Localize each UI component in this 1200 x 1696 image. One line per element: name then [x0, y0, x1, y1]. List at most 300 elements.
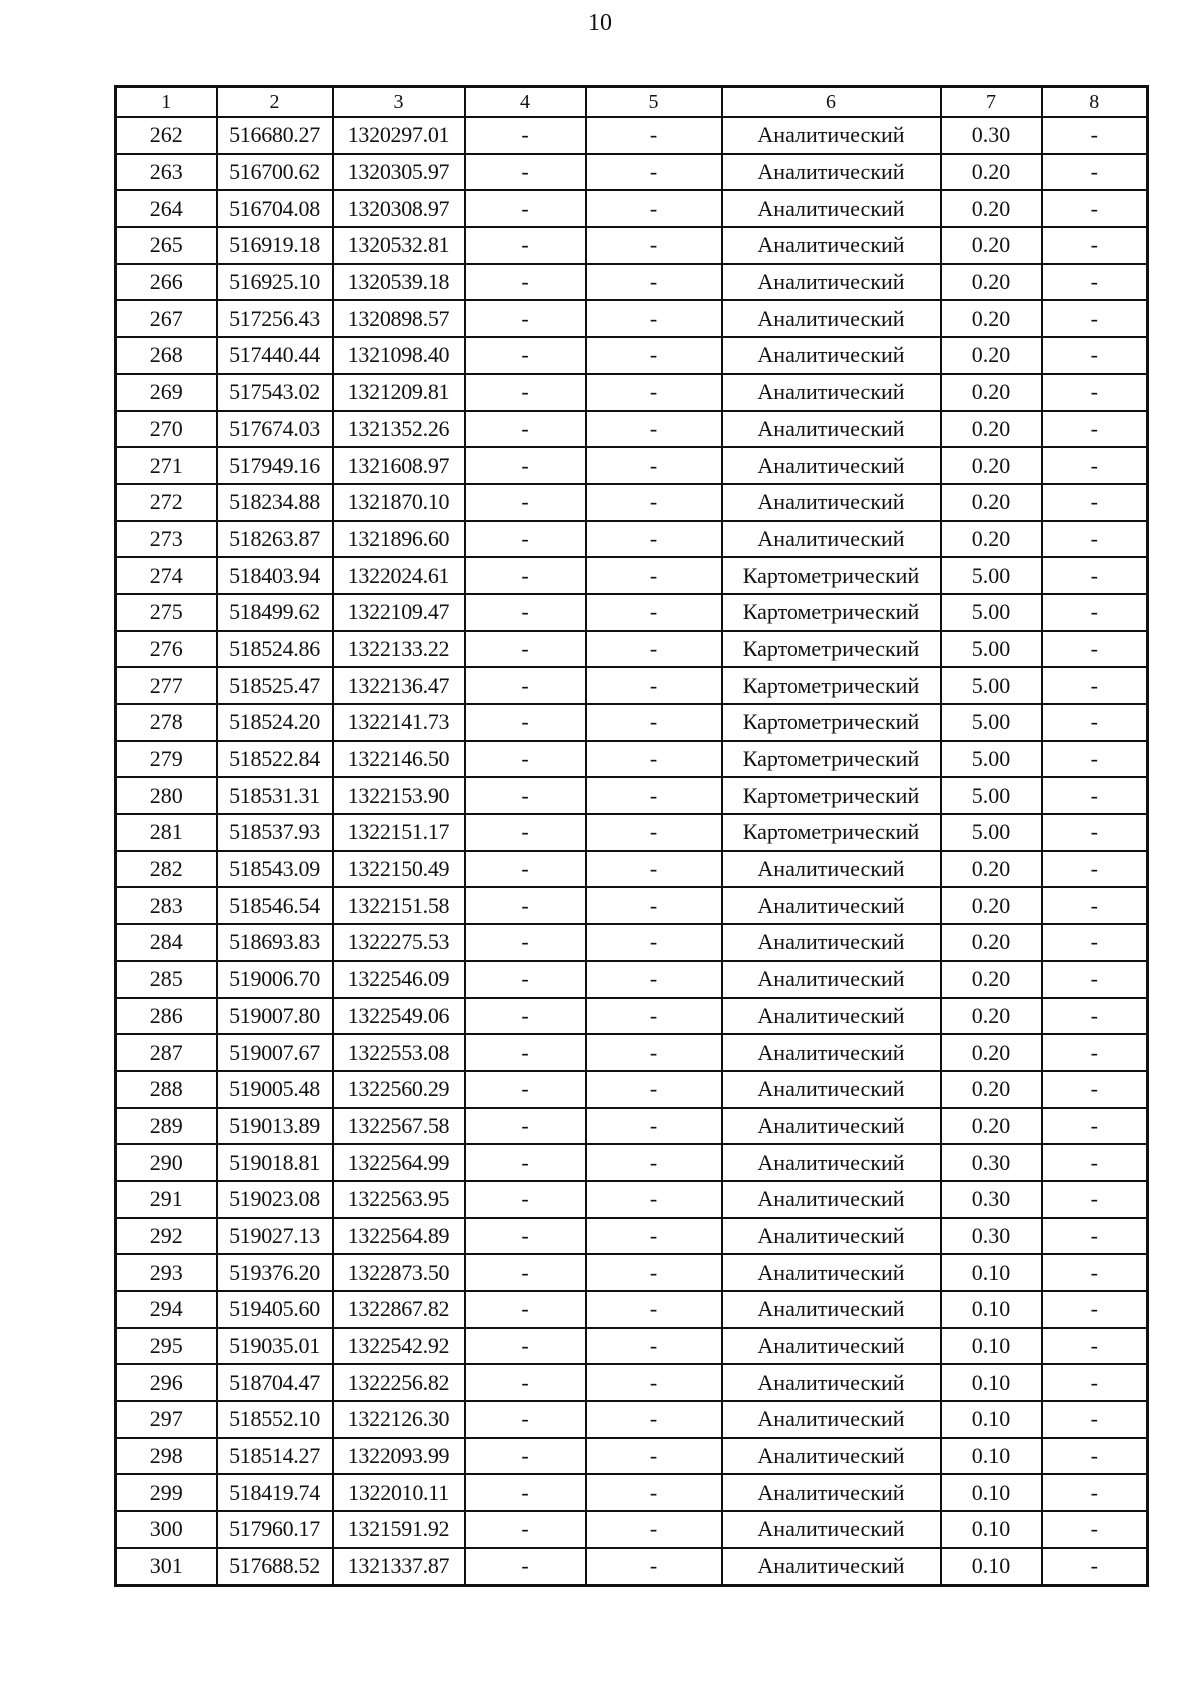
column-4-cell: -	[465, 1071, 586, 1108]
column-4-cell: -	[465, 777, 586, 814]
table-row	[116, 154, 1148, 191]
column-8-cell: -	[1042, 300, 1148, 337]
column-4-cell: -	[465, 1218, 586, 1255]
y-coordinate-cell: 1322141.73	[333, 704, 465, 741]
method-cell: Аналитический	[722, 154, 941, 191]
column-4-cell: -	[465, 887, 586, 924]
accuracy-cell: 5.00	[941, 557, 1042, 594]
y-coordinate-cell: 1322150.49	[333, 851, 465, 888]
column-8-cell: -	[1042, 521, 1148, 558]
column-5-cell: -	[586, 777, 722, 814]
table-row	[116, 374, 1148, 411]
column-8-cell: -	[1042, 557, 1148, 594]
y-coordinate-cell: 1322024.61	[333, 557, 465, 594]
table-row	[116, 1328, 1148, 1365]
y-coordinate-cell: 1320532.81	[333, 227, 465, 264]
method-cell: Аналитический	[722, 1071, 941, 1108]
point-number-cell: 294	[116, 1291, 217, 1328]
x-coordinate-cell: 516700.62	[217, 154, 333, 191]
column-header: 5	[586, 87, 722, 118]
x-coordinate-cell: 518499.62	[217, 594, 333, 631]
accuracy-cell: 0.20	[941, 1108, 1042, 1145]
column-4-cell: -	[465, 447, 586, 484]
column-5-cell: -	[586, 227, 722, 264]
method-cell: Аналитический	[722, 1181, 941, 1218]
accuracy-cell: 5.00	[941, 741, 1042, 778]
column-8-cell: -	[1042, 777, 1148, 814]
method-cell: Аналитический	[722, 887, 941, 924]
point-number-cell: 262	[116, 117, 217, 154]
accuracy-cell: 0.10	[941, 1511, 1042, 1548]
accuracy-cell: 0.20	[941, 154, 1042, 191]
column-8-cell: -	[1042, 1071, 1148, 1108]
point-number-cell: 270	[116, 411, 217, 448]
y-coordinate-cell: 1322560.29	[333, 1071, 465, 1108]
accuracy-cell: 0.10	[941, 1254, 1042, 1291]
column-4-cell: -	[465, 1548, 586, 1585]
column-8-cell: -	[1042, 411, 1148, 448]
point-number-cell: 264	[116, 190, 217, 227]
accuracy-cell: 0.10	[941, 1438, 1042, 1475]
x-coordinate-cell: 517543.02	[217, 374, 333, 411]
accuracy-cell: 5.00	[941, 631, 1042, 668]
x-coordinate-cell: 519023.08	[217, 1181, 333, 1218]
method-cell: Аналитический	[722, 374, 941, 411]
table-row	[116, 1401, 1148, 1438]
column-5-cell: -	[586, 154, 722, 191]
method-cell: Аналитический	[722, 851, 941, 888]
column-4-cell: -	[465, 1108, 586, 1145]
accuracy-cell: 0.20	[941, 1034, 1042, 1071]
column-8-cell: -	[1042, 924, 1148, 961]
y-coordinate-cell: 1322553.08	[333, 1034, 465, 1071]
y-coordinate-cell: 1320539.18	[333, 264, 465, 301]
accuracy-cell: 5.00	[941, 594, 1042, 631]
point-number-cell: 283	[116, 887, 217, 924]
point-number-cell: 286	[116, 998, 217, 1035]
accuracy-cell: 0.20	[941, 447, 1042, 484]
table-row	[116, 447, 1148, 484]
x-coordinate-cell: 516704.08	[217, 190, 333, 227]
point-number-cell: 287	[116, 1034, 217, 1071]
accuracy-cell: 0.10	[941, 1364, 1042, 1401]
accuracy-cell: 0.20	[941, 374, 1042, 411]
column-5-cell: -	[586, 1474, 722, 1511]
column-4-cell: -	[465, 300, 586, 337]
x-coordinate-cell: 517960.17	[217, 1511, 333, 1548]
table-row	[116, 887, 1148, 924]
column-5-cell: -	[586, 411, 722, 448]
y-coordinate-cell: 1322136.47	[333, 667, 465, 704]
y-coordinate-cell: 1322151.58	[333, 887, 465, 924]
method-cell: Аналитический	[722, 300, 941, 337]
table-row	[116, 521, 1148, 558]
table-row	[116, 1438, 1148, 1475]
point-number-cell: 281	[116, 814, 217, 851]
point-number-cell: 299	[116, 1474, 217, 1511]
column-4-cell: -	[465, 631, 586, 668]
table-row	[116, 814, 1148, 851]
point-number-cell: 293	[116, 1254, 217, 1291]
y-coordinate-cell: 1321098.40	[333, 337, 465, 374]
accuracy-cell: 0.20	[941, 1071, 1042, 1108]
y-coordinate-cell: 1321209.81	[333, 374, 465, 411]
column-8-cell: -	[1042, 1034, 1148, 1071]
point-number-cell: 274	[116, 557, 217, 594]
y-coordinate-cell: 1322151.17	[333, 814, 465, 851]
column-8-cell: -	[1042, 227, 1148, 264]
table-row	[116, 998, 1148, 1035]
accuracy-cell: 0.20	[941, 851, 1042, 888]
column-header: 4	[465, 87, 586, 118]
x-coordinate-cell: 519006.70	[217, 961, 333, 998]
accuracy-cell: 0.10	[941, 1548, 1042, 1585]
accuracy-cell: 0.20	[941, 924, 1042, 961]
x-coordinate-cell: 518537.93	[217, 814, 333, 851]
column-4-cell: -	[465, 1401, 586, 1438]
point-number-cell: 272	[116, 484, 217, 521]
column-8-cell: -	[1042, 1364, 1148, 1401]
table-row	[116, 924, 1148, 961]
column-8-cell: -	[1042, 814, 1148, 851]
column-5-cell: -	[586, 1328, 722, 1365]
y-coordinate-cell: 1322542.92	[333, 1328, 465, 1365]
column-5-cell: -	[586, 741, 722, 778]
y-coordinate-cell: 1322133.22	[333, 631, 465, 668]
table-body	[116, 117, 1148, 1585]
accuracy-cell: 5.00	[941, 667, 1042, 704]
column-8-cell: -	[1042, 1291, 1148, 1328]
column-4-cell: -	[465, 374, 586, 411]
x-coordinate-cell: 518524.20	[217, 704, 333, 741]
method-cell: Аналитический	[722, 1548, 941, 1585]
y-coordinate-cell: 1320297.01	[333, 117, 465, 154]
y-coordinate-cell: 1322275.53	[333, 924, 465, 961]
table-row	[116, 411, 1148, 448]
column-5-cell: -	[586, 924, 722, 961]
column-4-cell: -	[465, 264, 586, 301]
column-8-cell: -	[1042, 1401, 1148, 1438]
point-number-cell: 276	[116, 631, 217, 668]
column-8-cell: -	[1042, 741, 1148, 778]
accuracy-cell: 0.20	[941, 887, 1042, 924]
table-row	[116, 264, 1148, 301]
column-4-cell: -	[465, 924, 586, 961]
point-number-cell: 271	[116, 447, 217, 484]
x-coordinate-cell: 519005.48	[217, 1071, 333, 1108]
column-5-cell: -	[586, 704, 722, 741]
method-cell: Аналитический	[722, 1328, 941, 1365]
x-coordinate-cell: 518525.47	[217, 667, 333, 704]
accuracy-cell: 0.20	[941, 411, 1042, 448]
column-8-cell: -	[1042, 1328, 1148, 1365]
header-row	[116, 87, 1148, 118]
table-row	[116, 1254, 1148, 1291]
column-5-cell: -	[586, 337, 722, 374]
column-5-cell: -	[586, 1144, 722, 1181]
method-cell: Картометрический	[722, 704, 941, 741]
column-4-cell: -	[465, 594, 586, 631]
point-number-cell: 284	[116, 924, 217, 961]
table-row	[116, 1034, 1148, 1071]
column-4-cell: -	[465, 521, 586, 558]
column-5-cell: -	[586, 1548, 722, 1585]
accuracy-cell: 0.20	[941, 227, 1042, 264]
column-5-cell: -	[586, 447, 722, 484]
x-coordinate-cell: 518546.54	[217, 887, 333, 924]
table-row	[116, 1364, 1148, 1401]
column-header: 7	[941, 87, 1042, 118]
column-4-cell: -	[465, 484, 586, 521]
method-cell: Аналитический	[722, 117, 941, 154]
column-8-cell: -	[1042, 594, 1148, 631]
column-8-cell: -	[1042, 1108, 1148, 1145]
method-cell: Аналитический	[722, 447, 941, 484]
point-number-cell: 288	[116, 1071, 217, 1108]
y-coordinate-cell: 1321337.87	[333, 1548, 465, 1585]
column-8-cell: -	[1042, 887, 1148, 924]
point-number-cell: 279	[116, 741, 217, 778]
column-5-cell: -	[586, 887, 722, 924]
column-5-cell: -	[586, 1218, 722, 1255]
column-8-cell: -	[1042, 1548, 1148, 1585]
column-8-cell: -	[1042, 117, 1148, 154]
method-cell: Аналитический	[722, 1291, 941, 1328]
y-coordinate-cell: 1320898.57	[333, 300, 465, 337]
column-8-cell: -	[1042, 190, 1148, 227]
column-4-cell: -	[465, 851, 586, 888]
table-row	[116, 1291, 1148, 1328]
point-number-cell: 269	[116, 374, 217, 411]
column-5-cell: -	[586, 117, 722, 154]
column-5-cell: -	[586, 1438, 722, 1475]
y-coordinate-cell: 1322567.58	[333, 1108, 465, 1145]
accuracy-cell: 0.20	[941, 300, 1042, 337]
y-coordinate-cell: 1321896.60	[333, 521, 465, 558]
accuracy-cell: 0.20	[941, 961, 1042, 998]
column-8-cell: -	[1042, 851, 1148, 888]
column-4-cell: -	[465, 1144, 586, 1181]
point-number-cell: 297	[116, 1401, 217, 1438]
table-row	[116, 190, 1148, 227]
column-header: 3	[333, 87, 465, 118]
table-row	[116, 1218, 1148, 1255]
accuracy-cell: 5.00	[941, 777, 1042, 814]
column-5-cell: -	[586, 557, 722, 594]
accuracy-cell: 5.00	[941, 704, 1042, 741]
point-number-cell: 289	[116, 1108, 217, 1145]
x-coordinate-cell: 516925.10	[217, 264, 333, 301]
point-number-cell: 275	[116, 594, 217, 631]
x-coordinate-cell: 519013.89	[217, 1108, 333, 1145]
table-row	[116, 667, 1148, 704]
point-number-cell: 280	[116, 777, 217, 814]
coordinates-table	[114, 85, 1149, 1587]
method-cell: Картометрический	[722, 741, 941, 778]
point-number-cell: 266	[116, 264, 217, 301]
point-number-cell: 295	[116, 1328, 217, 1365]
column-4-cell: -	[465, 117, 586, 154]
point-number-cell: 300	[116, 1511, 217, 1548]
y-coordinate-cell: 1320308.97	[333, 190, 465, 227]
table-row	[116, 741, 1148, 778]
x-coordinate-cell: 516919.18	[217, 227, 333, 264]
table-row	[116, 484, 1148, 521]
table-row	[116, 851, 1148, 888]
column-5-cell: -	[586, 521, 722, 558]
column-5-cell: -	[586, 1034, 722, 1071]
table-row	[116, 337, 1148, 374]
column-5-cell: -	[586, 190, 722, 227]
accuracy-cell: 0.10	[941, 1474, 1042, 1511]
point-number-cell: 298	[116, 1438, 217, 1475]
method-cell: Аналитический	[722, 521, 941, 558]
x-coordinate-cell: 517440.44	[217, 337, 333, 374]
accuracy-cell: 0.20	[941, 190, 1042, 227]
accuracy-cell: 0.20	[941, 337, 1042, 374]
method-cell: Аналитический	[722, 1034, 941, 1071]
method-cell: Аналитический	[722, 411, 941, 448]
table-row	[116, 631, 1148, 668]
point-number-cell: 273	[116, 521, 217, 558]
y-coordinate-cell: 1322093.99	[333, 1438, 465, 1475]
method-cell: Аналитический	[722, 264, 941, 301]
method-cell: Аналитический	[722, 1511, 941, 1548]
column-5-cell: -	[586, 851, 722, 888]
accuracy-cell: 0.10	[941, 1291, 1042, 1328]
point-number-cell: 277	[116, 667, 217, 704]
point-number-cell: 278	[116, 704, 217, 741]
column-4-cell: -	[465, 1291, 586, 1328]
point-number-cell: 292	[116, 1218, 217, 1255]
method-cell: Аналитический	[722, 1218, 941, 1255]
point-number-cell: 267	[116, 300, 217, 337]
x-coordinate-cell: 519027.13	[217, 1218, 333, 1255]
y-coordinate-cell: 1321608.97	[333, 447, 465, 484]
column-8-cell: -	[1042, 667, 1148, 704]
accuracy-cell: 0.30	[941, 1218, 1042, 1255]
y-coordinate-cell: 1321352.26	[333, 411, 465, 448]
column-4-cell: -	[465, 1254, 586, 1291]
column-4-cell: -	[465, 411, 586, 448]
column-8-cell: -	[1042, 154, 1148, 191]
column-4-cell: -	[465, 741, 586, 778]
method-cell: Аналитический	[722, 1108, 941, 1145]
table-header	[116, 87, 1148, 118]
y-coordinate-cell: 1321870.10	[333, 484, 465, 521]
accuracy-cell: 0.10	[941, 1328, 1042, 1365]
column-8-cell: -	[1042, 374, 1148, 411]
y-coordinate-cell: 1320305.97	[333, 154, 465, 191]
x-coordinate-cell: 519035.01	[217, 1328, 333, 1365]
column-5-cell: -	[586, 1364, 722, 1401]
column-5-cell: -	[586, 631, 722, 668]
accuracy-cell: 0.20	[941, 998, 1042, 1035]
column-5-cell: -	[586, 667, 722, 704]
column-8-cell: -	[1042, 1474, 1148, 1511]
table-row	[116, 777, 1148, 814]
y-coordinate-cell: 1322256.82	[333, 1364, 465, 1401]
column-8-cell: -	[1042, 704, 1148, 741]
method-cell: Аналитический	[722, 1364, 941, 1401]
column-8-cell: -	[1042, 1144, 1148, 1181]
column-5-cell: -	[586, 961, 722, 998]
column-8-cell: -	[1042, 484, 1148, 521]
column-8-cell: -	[1042, 264, 1148, 301]
table-row	[116, 594, 1148, 631]
column-4-cell: -	[465, 1364, 586, 1401]
column-4-cell: -	[465, 154, 586, 191]
column-5-cell: -	[586, 1181, 722, 1218]
column-5-cell: -	[586, 264, 722, 301]
accuracy-cell: 5.00	[941, 814, 1042, 851]
column-4-cell: -	[465, 1328, 586, 1365]
column-header: 6	[722, 87, 941, 118]
method-cell: Аналитический	[722, 1401, 941, 1438]
column-8-cell: -	[1042, 631, 1148, 668]
method-cell: Аналитический	[722, 337, 941, 374]
accuracy-cell: 0.30	[941, 1181, 1042, 1218]
x-coordinate-cell: 519007.67	[217, 1034, 333, 1071]
x-coordinate-cell: 518552.10	[217, 1401, 333, 1438]
column-5-cell: -	[586, 998, 722, 1035]
table-row	[116, 227, 1148, 264]
method-cell: Аналитический	[722, 1474, 941, 1511]
accuracy-cell: 0.10	[941, 1401, 1042, 1438]
method-cell: Аналитический	[722, 227, 941, 264]
method-cell: Аналитический	[722, 1438, 941, 1475]
x-coordinate-cell: 518524.86	[217, 631, 333, 668]
column-8-cell: -	[1042, 1181, 1148, 1218]
column-5-cell: -	[586, 814, 722, 851]
y-coordinate-cell: 1322146.50	[333, 741, 465, 778]
table-row	[116, 1181, 1148, 1218]
accuracy-cell: 0.20	[941, 484, 1042, 521]
column-5-cell: -	[586, 484, 722, 521]
table-row	[116, 961, 1148, 998]
column-header: 2	[217, 87, 333, 118]
point-number-cell: 296	[116, 1364, 217, 1401]
column-5-cell: -	[586, 1511, 722, 1548]
accuracy-cell: 0.20	[941, 521, 1042, 558]
column-4-cell: -	[465, 227, 586, 264]
y-coordinate-cell: 1322126.30	[333, 1401, 465, 1438]
y-coordinate-cell: 1322563.95	[333, 1181, 465, 1218]
x-coordinate-cell: 518543.09	[217, 851, 333, 888]
x-coordinate-cell: 518531.31	[217, 777, 333, 814]
method-cell: Аналитический	[722, 924, 941, 961]
point-number-cell: 265	[116, 227, 217, 264]
point-number-cell: 282	[116, 851, 217, 888]
y-coordinate-cell: 1322873.50	[333, 1254, 465, 1291]
x-coordinate-cell: 519007.80	[217, 998, 333, 1035]
x-coordinate-cell: 519018.81	[217, 1144, 333, 1181]
column-8-cell: -	[1042, 1511, 1148, 1548]
x-coordinate-cell: 518234.88	[217, 484, 333, 521]
column-5-cell: -	[586, 1108, 722, 1145]
x-coordinate-cell: 519405.60	[217, 1291, 333, 1328]
table-row	[116, 1511, 1148, 1548]
y-coordinate-cell: 1321591.92	[333, 1511, 465, 1548]
y-coordinate-cell: 1322564.89	[333, 1218, 465, 1255]
table-row	[116, 1071, 1148, 1108]
method-cell: Аналитический	[722, 998, 941, 1035]
table-row	[116, 1108, 1148, 1145]
column-5-cell: -	[586, 374, 722, 411]
column-4-cell: -	[465, 961, 586, 998]
column-5-cell: -	[586, 1071, 722, 1108]
point-number-cell: 301	[116, 1548, 217, 1585]
